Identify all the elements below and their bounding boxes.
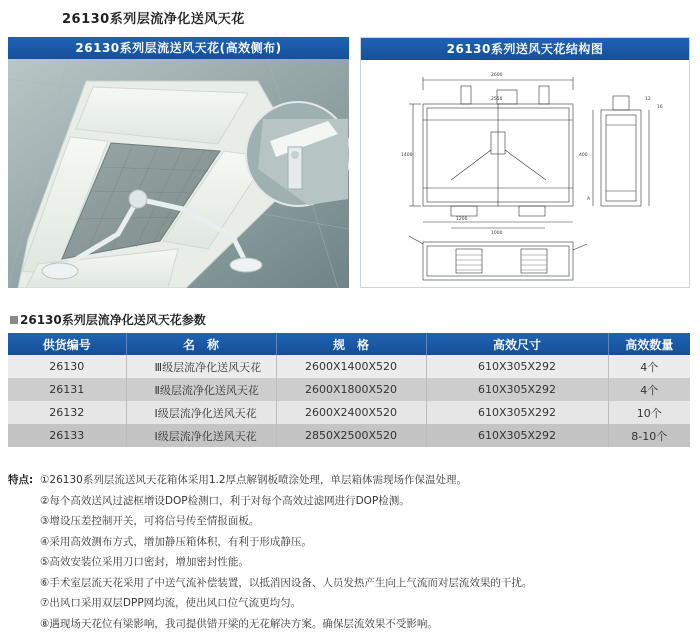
photo-panel <box>8 37 349 288</box>
dim-side-a: A <box>587 197 591 202</box>
page-title: 26130系列层流净化送风天花 <box>62 12 245 27</box>
cell-spec: 2600X1800X520 <box>276 378 426 401</box>
col-header-code: 供货编号 <box>8 333 126 355</box>
cell-code: 26131 <box>8 378 126 401</box>
cell-size: 610X305X292 <box>426 355 608 378</box>
feature-item: ②每个高效送风过滤框增设DOP检测口，利于对每个高效过滤网进行DOP检测。 <box>40 494 410 507</box>
cell-name: Ⅲ级层流净化送风天花 <box>126 355 276 378</box>
ceiling-photo <box>8 59 349 288</box>
feature-item: ⑤高效安装位采用刀口密封，增加密封性能。 <box>40 556 249 568</box>
cell-qty: 4个 <box>608 378 690 401</box>
col-header-name: 名 称 <box>126 333 276 355</box>
cell-name: Ⅰ级层流净化送风天花 <box>126 424 276 447</box>
section-marker-icon <box>10 316 18 324</box>
structure-drawing <box>361 60 689 287</box>
params-table <box>8 333 690 447</box>
cell-size: 610X305X292 <box>426 401 608 424</box>
features-label: 特点: <box>8 474 34 486</box>
feature-item: ④采用高效测布方式，增加静压箱体积，有利于形成静压。 <box>40 535 312 548</box>
cell-code: 26130 <box>8 355 126 378</box>
table-row <box>8 424 690 447</box>
cell-name: Ⅱ级层流净化送风天花 <box>126 378 276 401</box>
cell-spec: 2600X1400X520 <box>276 355 426 378</box>
table-row <box>8 378 690 401</box>
col-header-size: 高效尺寸 <box>426 333 608 355</box>
cell-spec: 2850X2500X520 <box>276 424 426 447</box>
structure-drawing-svg <box>361 60 689 287</box>
table-header-row <box>8 333 690 355</box>
col-header-spec: 规 格 <box>276 333 426 355</box>
feature-item: ③增设压差控制开关，可将信号传至情报面板。 <box>40 515 260 527</box>
ceiling-photo-illustration <box>8 59 349 288</box>
section-title: 26130系列层流净化送风天花参数 <box>10 311 206 328</box>
table-row <box>8 401 690 424</box>
dim-height: 1400 <box>401 153 413 158</box>
feature-item: ⑧遇现场天花位有梁影响，我司提供错开梁的无花解决方案。确保层流效果不受影响。 <box>40 617 438 630</box>
dim-right-height: 400 <box>579 153 588 158</box>
cell-size: 610X305X292 <box>426 378 608 401</box>
cell-qty: 8-10个 <box>608 424 690 447</box>
cell-spec: 2600X2400X520 <box>276 401 426 424</box>
feature-item: ⑥手术室层流天花采用了中送气流补偿装置，以抵消因设备、人员发热产生向上气流而对层流效果的干扰。 <box>40 576 533 589</box>
col-header-qty: 高效数量 <box>608 333 690 355</box>
dim-bottom-1: 1200 <box>456 217 468 222</box>
dim-top-width: 2600 <box>491 73 503 78</box>
table-row <box>8 355 690 378</box>
feature-item: ⑦出风口采用双层DPP网均流，使出风口位气流更均匀。 <box>40 597 302 609</box>
cell-name: Ⅰ级层流净化送风天花 <box>126 401 276 424</box>
dim-inner-width: 2550 <box>491 97 503 102</box>
dim-bottom-2: 1000 <box>491 231 503 236</box>
cell-qty: 4个 <box>608 355 690 378</box>
cell-size: 610X305X292 <box>426 424 608 447</box>
features-list <box>8 470 698 634</box>
drawing-panel-title: 26130系列送风天花结构图 <box>361 38 689 60</box>
feature-item: 特点: ①26130系列层流送风天花箱体采用1.2厚点解钢板喷涂处理，单层箱体需现场作保温处理。 <box>8 470 698 491</box>
cell-code: 26133 <box>8 424 126 447</box>
cell-qty: 10个 <box>608 401 690 424</box>
photo-panel-title: 26130系列层流送风天花(高效侧布) <box>8 37 349 59</box>
cell-code: 26132 <box>8 401 126 424</box>
drawing-panel <box>360 37 690 288</box>
dim-side-2: 16 <box>657 105 663 110</box>
dim-side-1: 12 <box>645 97 651 102</box>
